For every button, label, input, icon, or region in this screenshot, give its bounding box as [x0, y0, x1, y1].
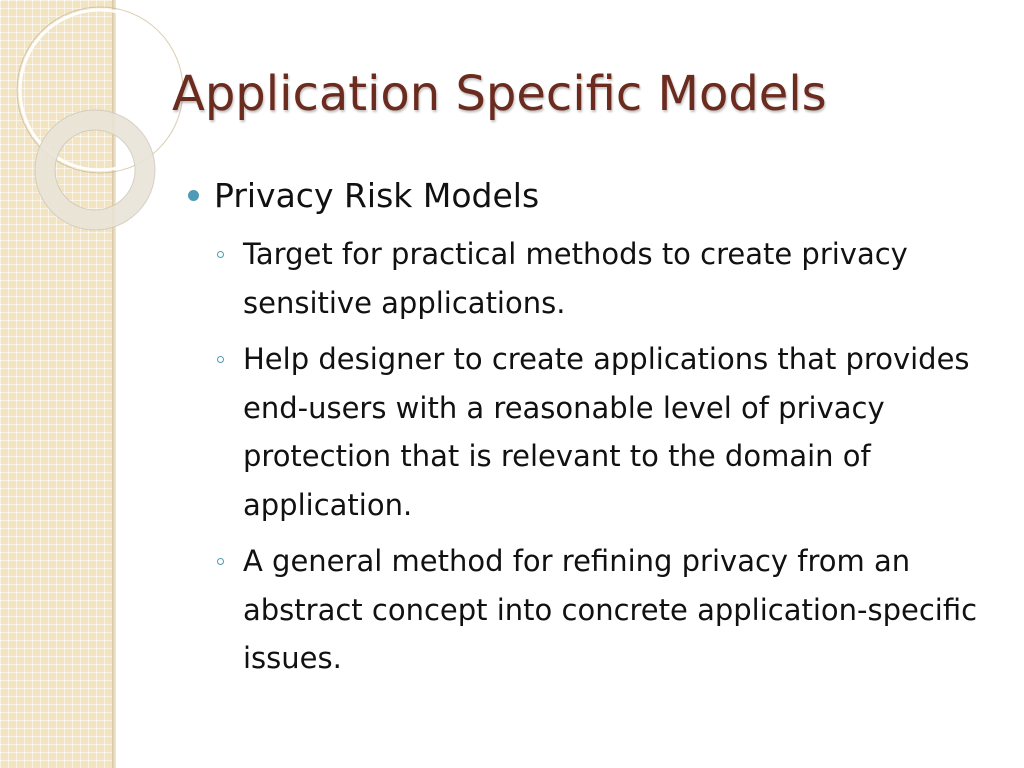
sub-bullet-item: [186, 230, 996, 327]
sub-bullet-list: [186, 230, 996, 683]
slide-title: Application Specific Models: [172, 66, 827, 122]
hollow-bullet-icon: [217, 356, 224, 363]
hollow-bullet-icon: [217, 251, 224, 258]
decorative-circles: [0, 0, 180, 260]
sub-bullet-text: A general method for refining privacy from an abstract concept into concrete application-specific issues.: [243, 544, 978, 675]
sub-bullet-text: Help designer to create applications that provides end-users with a reasonable level of privacy protection that is relevant to the domain of application.: [243, 342, 970, 522]
sub-bullet-item: [186, 537, 996, 683]
bullet-text: Privacy Risk Models: [214, 176, 540, 215]
hollow-bullet-icon: [217, 558, 224, 565]
slide-content: [186, 174, 996, 691]
sub-bullet-text: Target for practical methods to create privacy sensitive applications.: [243, 237, 908, 320]
bullet-item: [186, 174, 996, 218]
sub-bullet-item: [186, 335, 996, 529]
filled-bullet-icon: [188, 190, 199, 201]
